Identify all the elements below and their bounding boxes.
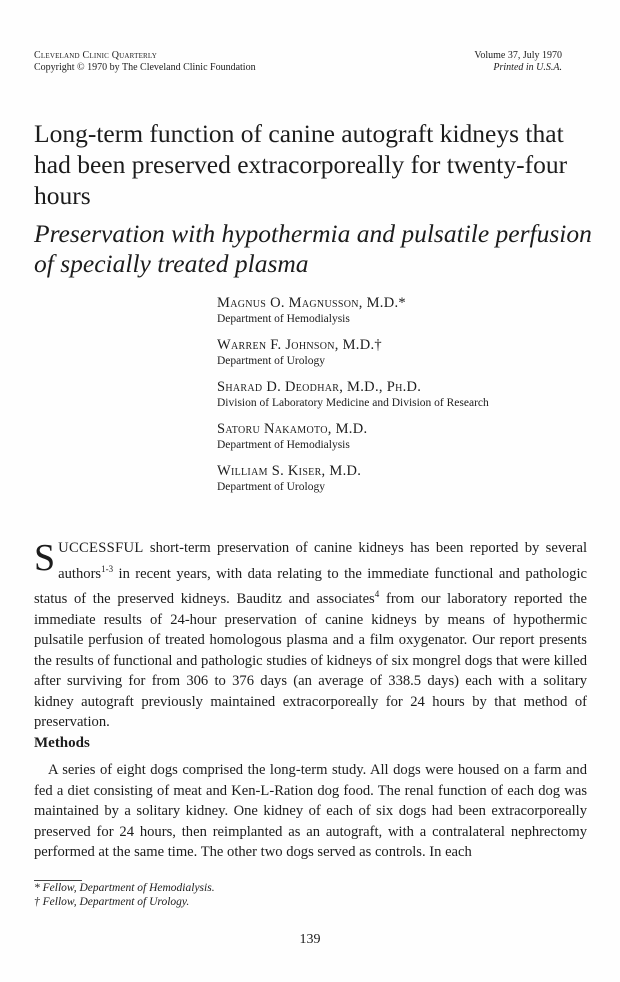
intro-text: from our laboratory reported the immediate results of 24-hour preservation of canine kidneys by means of hypothermic pulsatile perfusion of treated homologous plasma and a film oxygenator. Our report presents the results of functional and pathologic studies of kidneys of six mongrel dogs that were killed after surviving for from 306 to 376 days (an average of 338.5 days) each with a solitary kidney autograft previously maintained extracorporeally for 24 hours by that method of preservation. bbox=[34, 590, 588, 731]
author-department: Department of Hemodialysis bbox=[217, 313, 350, 325]
author-department: Department of Urology bbox=[217, 355, 325, 367]
reference-superscript: 4 bbox=[374, 589, 380, 600]
section-heading: Methods bbox=[34, 735, 90, 751]
journal-name: Cleveland Clinic Quarterly bbox=[34, 50, 157, 61]
author-block bbox=[217, 420, 597, 453]
journal-header bbox=[34, 50, 256, 74]
footnote: † Fellow, Department of Urology. bbox=[34, 896, 190, 908]
author-department: Department of Urology bbox=[217, 481, 325, 493]
author-name: Warren F. Johnson, M.D.† bbox=[217, 337, 382, 353]
author-name: William S. Kiser, M.D. bbox=[217, 463, 362, 479]
footnotes bbox=[34, 881, 215, 909]
author-department: Department of Hemodialysis bbox=[217, 439, 350, 451]
intro-paragraph bbox=[34, 538, 587, 733]
footnote: * Fellow, Department of Hemodialysis. bbox=[34, 882, 215, 894]
issue-header bbox=[474, 50, 562, 74]
author-block bbox=[217, 294, 597, 327]
intro-text: short-term preservation of canine kidneys has been reported by several authors bbox=[58, 540, 587, 582]
methods-paragraph: A series of eight dogs comprised the long-term study. All dogs were housed on a farm and fed a diet consisting of meat and Ken-L-Ration dog food. The renal function of each dog was maintained by a solitary kidney. One kidney of each of six dogs had been extracorporeally preserved for 24 hours, then reimplanted as an autograft, with a contralateral nephrectomy performed at the same time. The other two dogs served as controls. In each bbox=[34, 762, 587, 861]
copyright-line: Copyright © 1970 by The Cleveland Clinic Foundation bbox=[34, 62, 256, 73]
drop-cap: S bbox=[34, 537, 56, 579]
author-list bbox=[217, 294, 597, 504]
author-name: Magnus O. Magnusson, M.D.* bbox=[217, 295, 406, 311]
article-title: Long-term function of canine autograft kidneys that had been preserved extracorporeally for twenty-four hours bbox=[34, 119, 568, 210]
author-department: Division of Laboratory Medicine and Division of Research bbox=[217, 397, 489, 409]
intro-text: in recent years, with data relating to the immediate functional and pathologic status of the preserved kidneys. Bauditz and associates bbox=[34, 565, 587, 607]
reference-superscript: 1-3 bbox=[101, 563, 114, 574]
printed-line: Printed in U.S.A. bbox=[493, 62, 562, 73]
lead-word: UCCESSFUL bbox=[58, 540, 144, 556]
volume-line: Volume 37, July 1970 bbox=[474, 50, 562, 61]
author-block bbox=[217, 336, 597, 369]
article-subtitle: Preservation with hypothermia and pulsatile perfusion of specially treated plasma bbox=[34, 219, 592, 278]
author-block bbox=[217, 462, 597, 495]
author-name: Sharad D. Deodhar, M.D., Ph.D. bbox=[217, 379, 422, 395]
author-name: Satoru Nakamoto, M.D. bbox=[217, 421, 368, 437]
page-number: 139 bbox=[299, 932, 321, 947]
author-block bbox=[217, 378, 597, 411]
